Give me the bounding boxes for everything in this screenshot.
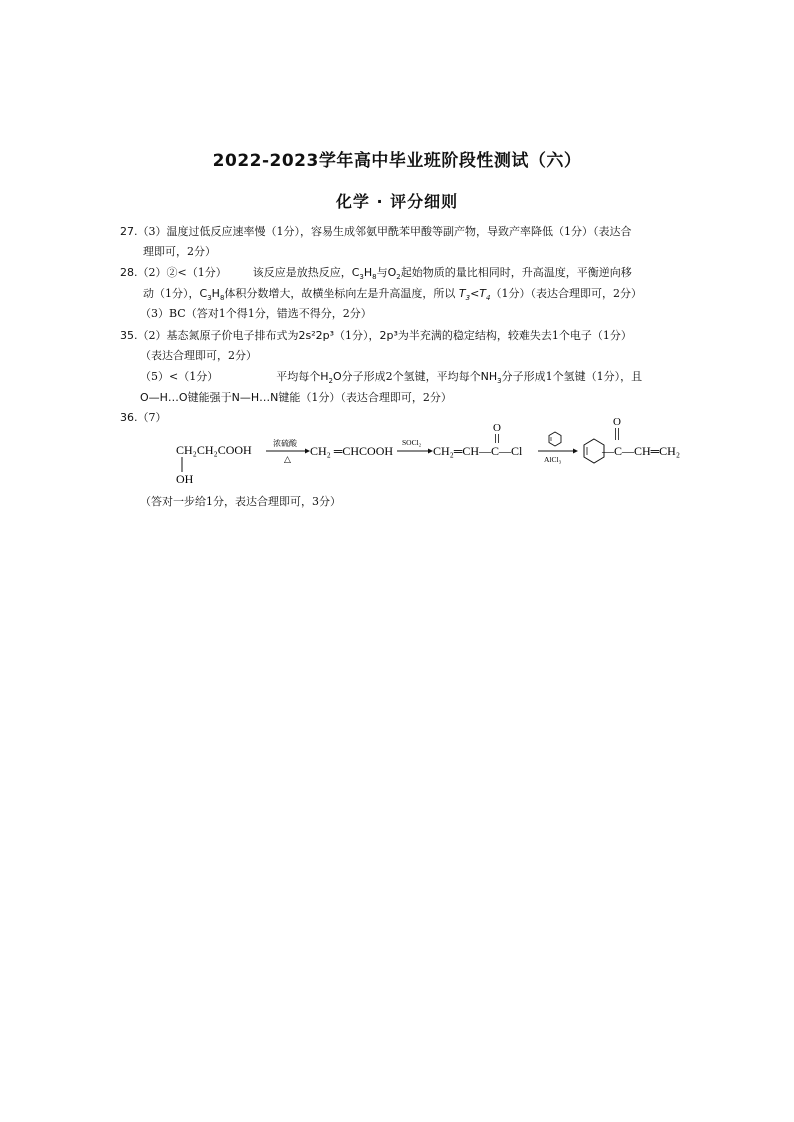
page-title: 2022-2023学年高中毕业班阶段性测试（六） xyxy=(212,151,582,171)
scheme-product-o: O xyxy=(613,416,621,428)
q28-l1b: 与 xyxy=(376,266,388,279)
q28-part3: （3） xyxy=(140,307,169,320)
q35-l1a: 基态氮原子价电子排布式为 xyxy=(166,329,299,342)
q35-line4 xyxy=(140,391,452,405)
q27-line1 xyxy=(120,225,632,239)
q35-l1c: （1分）， xyxy=(334,329,380,342)
scheme-mid2-o: O xyxy=(493,422,501,434)
q36-line1 xyxy=(120,411,167,425)
arrow3-catalyst: AlCl₃ xyxy=(544,455,562,464)
scheme-mid2: CH₂═CH—C—Cl xyxy=(433,444,523,458)
q35-line2: （表达合理即可，2分） xyxy=(140,349,257,362)
q28-l2a: 动（1分）， xyxy=(143,287,200,300)
q28-l1a: 该反应是放热反应， xyxy=(252,266,352,279)
q35-line3 xyxy=(140,370,642,384)
q28-line3 xyxy=(140,307,372,321)
q28-number: 28. xyxy=(120,266,138,279)
page-subtitle: 化学 · 评分细则 xyxy=(335,192,459,211)
bond-ohO: O—H…O xyxy=(140,391,188,404)
q35-answer5: <（1分） xyxy=(169,370,219,383)
q36-note: （答对一步给1分，表达合理即可，3分） xyxy=(140,495,341,508)
scheme-mid1: CH₂ ═CHCOOH xyxy=(310,444,394,458)
arrow1-condition: △ xyxy=(284,454,291,464)
bond-nhN: N—H…N xyxy=(231,391,279,404)
formula-c3h8-2: $C_3H_8$ xyxy=(199,287,225,303)
formula-nh3: $NH_3$ xyxy=(480,370,502,386)
q28-part2: （2） xyxy=(137,266,167,279)
q35-number: 35. xyxy=(120,329,138,342)
q28-answer2: ②<（1分） xyxy=(166,266,227,279)
q35-l3e: 分子形成1个氢键（1分），且 xyxy=(501,370,643,383)
q27-text-1: 温度过低反应速率慢（1分），容易生成邻氨甲酰苯甲酸等副产物，导致产率降低（1分）（表达合 xyxy=(166,225,632,238)
scheme-product: —C—CH═CH₂ xyxy=(602,444,681,458)
q28-line2 xyxy=(143,287,642,301)
q27-line2: 理即可，2分） xyxy=(143,245,216,258)
formula-t3-t4: $T_3<T_4$ xyxy=(455,287,491,303)
q28-l2c: （1分）（表达合理即可，2分） xyxy=(490,287,642,300)
scheme-start-oh: OH xyxy=(176,472,194,486)
q35-l4b: 键能强于 xyxy=(187,391,232,404)
q27-part: （3） xyxy=(137,225,167,238)
q35-l3a: 平均每个 xyxy=(276,370,321,383)
q28-l2b: 体积分数增大，故横坐标向左是升高温度，所以 xyxy=(224,287,456,300)
q35-line1 xyxy=(120,329,632,343)
q36-number: 36. xyxy=(120,411,138,424)
formula-h2o: $H_2O$ xyxy=(320,370,342,386)
q35-l3c: 分子形成2个氢键，平均每个 xyxy=(341,370,481,383)
arrow2-reagent: SOCl₂ xyxy=(402,438,422,447)
electron-config: 2s²2p³ xyxy=(298,329,335,342)
q35-l4d: 键能（1分）（表达合理即可，2分） xyxy=(278,391,452,404)
formula-c3h8-1: $C_3H_8$ xyxy=(351,266,377,282)
q28-answer3: BC（答对1个得1分，错选不得分，2分） xyxy=(169,307,372,320)
scheme-start: CH₂CH₂COOH xyxy=(176,443,252,457)
orbital-2p3: 2p³ xyxy=(379,329,398,342)
arrow1-reagent: 浓硫酸 xyxy=(273,439,297,448)
formula-o2: $O_2$ xyxy=(387,266,401,282)
q35-part2: （2） xyxy=(137,329,167,342)
q28-line1 xyxy=(120,266,632,280)
q36-part: （7） xyxy=(137,411,167,424)
q35-part5: （5） xyxy=(140,370,169,383)
q28-l1c: 起始物质的量比相同时，升高温度，平衡逆向移 xyxy=(400,266,632,279)
q35-l1e: 为半充满的稳定结构，较难失去1个电子（1分） xyxy=(397,329,632,342)
q27-number: 27. xyxy=(120,225,138,238)
synthesis-scheme xyxy=(170,410,710,495)
